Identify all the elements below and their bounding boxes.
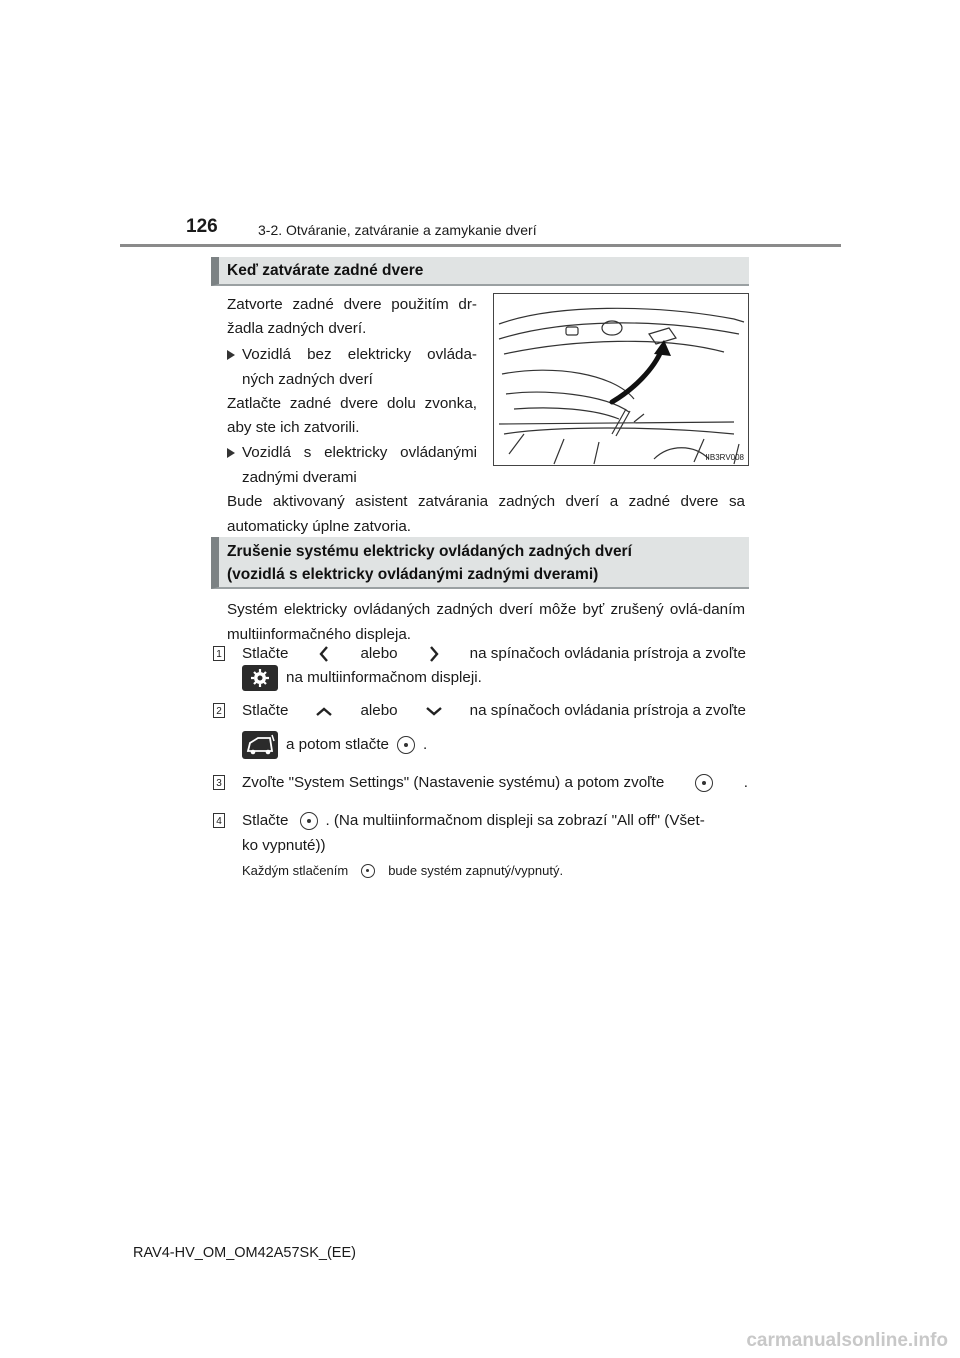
step-number: 4 [213, 813, 225, 828]
para2: Bude aktivovaný asistent zatvárania zadných dverí a zadné dvere sa automaticky úplne zatvoria. [227, 493, 745, 535]
para1-line-1: Zatlačte zadné dvere dolu zvonka, [227, 395, 477, 412]
bullet-triangle-icon [227, 448, 235, 458]
toggle-note: Každým stlačením bude systém zapnutý/vypnutý. [242, 863, 564, 878]
step-1-line-2: na multiinformačnom displeji. [242, 665, 482, 691]
step-2-line-2: a potom stlačte . [242, 731, 427, 759]
step-4-line-1: Stlačte . (Na multiinformačnom displeji sa zobrazí "All off" (Všet- [242, 812, 705, 829]
bullet2-line-1: Vozidlá s elektricky ovládanými [242, 444, 477, 461]
step-number: 1 [213, 646, 225, 661]
page-number: 126 [186, 216, 218, 237]
enter-button-icon [300, 812, 318, 830]
step-number: 3 [213, 775, 225, 790]
step-4-line-2: ko vypnuté)) [242, 837, 326, 854]
chevron-up-icon [315, 705, 333, 717]
bullet-power-door [242, 441, 477, 490]
figure-code: IIB3RV008 [705, 453, 744, 462]
chevron-left-icon [317, 645, 331, 663]
intro-line-2: žadla zadných dverí. [227, 320, 367, 337]
document-code: RAV4-HV_OM_OM42A57SK_(EE) [133, 1245, 356, 1261]
intro-line-1: Zatvorte zadné dvere použitím dr- [227, 296, 477, 313]
step-1-line-1: Stlačte alebo na spínačoch ovládania prístroja a zvoľte [242, 645, 746, 662]
vehicle-settings-icon [242, 731, 278, 759]
section-heading-closing: Keď zatvárate zadné dvere [211, 257, 749, 286]
enter-button-icon [695, 774, 713, 792]
section2-title-line-2: (vozidlá s elektricky ovládanými zadnými dverami) [227, 566, 599, 583]
section2-title-line-1: Zrušenie systému elektricky ovládaných zadných dverí [227, 543, 632, 560]
section2-intro: Systém elektricky ovládaných zadných dverí môže byť zrušený ovlá-daním multiinformačného displeja. [227, 601, 745, 643]
step-3-line-1: Zvoľte "System Settings" (Nastavenie systému) a potom zvoľte . [242, 774, 748, 791]
chapter-title: 3-2. Otváranie, zatváranie a zamykanie dverí [258, 222, 537, 238]
enter-button-icon [397, 736, 415, 754]
bullet1-line-1: Vozidlá bez elektricky ovláda- [242, 346, 477, 363]
step-number: 2 [213, 703, 225, 718]
bullet-triangle-icon [227, 350, 235, 360]
header-divider [120, 244, 841, 247]
para1-line-2: aby ste ich zatvorili. [227, 419, 360, 436]
bullet-no-power-door [242, 343, 477, 392]
bullet1-line-2: ných zadných dverí [242, 370, 373, 388]
enter-button-icon [361, 864, 375, 878]
chevron-right-icon [427, 645, 441, 663]
bullet2-line-2: zadnými dverami [242, 468, 357, 486]
section-heading-cancel [211, 537, 749, 589]
step-2-line-1: Stlačte alebo na spínačoch ovládania prístroja a zvoľte [242, 702, 746, 719]
back-door-drawing [494, 294, 749, 466]
watermark: carmanualsonline.info [746, 1330, 948, 1351]
chevron-down-icon [425, 705, 443, 717]
back-door-illustration [493, 293, 749, 466]
settings-gear-icon [242, 665, 278, 691]
